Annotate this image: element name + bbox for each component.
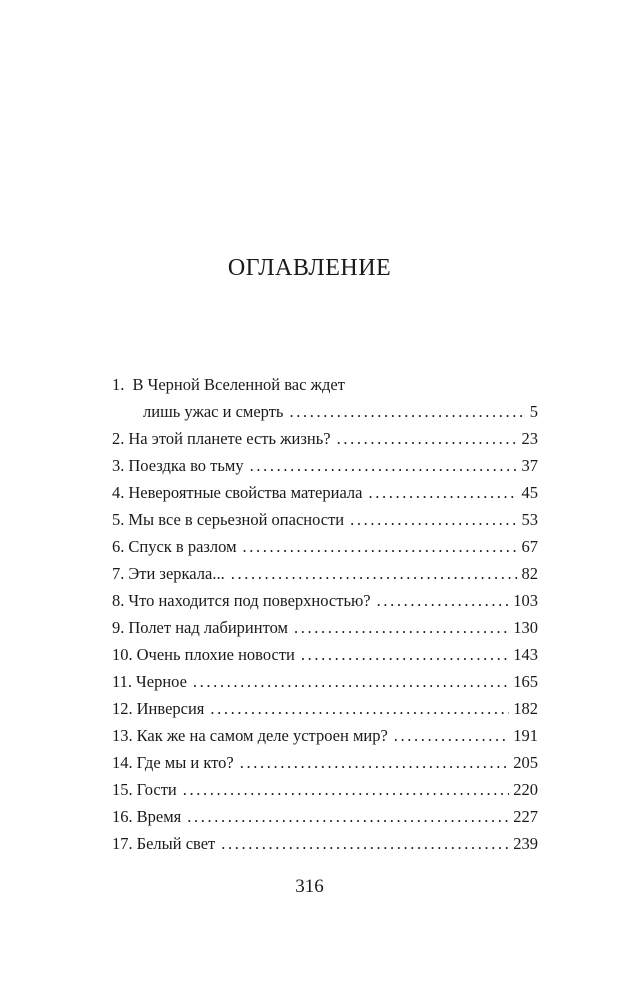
toc-entry-number: 10. <box>112 645 133 664</box>
toc-entry[interactable] <box>112 425 538 452</box>
toc-dot-leader <box>243 533 518 560</box>
toc-entry-title: В Черной Вселенной вас ждет <box>132 375 345 394</box>
toc-entry-page: 165 <box>513 672 538 691</box>
toc-dot-leader <box>231 560 518 587</box>
toc-dot-leader <box>210 695 509 722</box>
toc-entry-title: Время <box>136 807 182 826</box>
toc-dot-leader <box>221 830 509 857</box>
toc-entry-title: На этой планете есть жизнь? <box>128 429 331 448</box>
toc-entry-title: Поездка во тьму <box>128 456 244 475</box>
toc-dot-leader <box>394 722 509 749</box>
toc-entry-number: 11. <box>112 672 133 691</box>
toc-entry[interactable] <box>112 587 538 614</box>
toc-entry-number: 3. <box>112 456 125 475</box>
toc-entry-page: 130 <box>513 618 538 637</box>
toc-entry[interactable] <box>112 506 538 533</box>
toc-entry-page: 23 <box>521 429 538 448</box>
toc-entry-page: 37 <box>521 456 538 475</box>
toc-entry-page: 53 <box>521 510 538 529</box>
toc-entry-first-line <box>112 371 538 398</box>
toc-entry-title: Спуск в разлом <box>128 537 237 556</box>
toc-entry-title: Невероятные свойства материала <box>128 483 363 502</box>
toc-list <box>112 371 538 857</box>
toc-entry-title: Что находится под поверхностью? <box>128 591 371 610</box>
toc-entry[interactable] <box>112 749 538 776</box>
toc-entry-number: 17. <box>112 834 133 853</box>
toc-entry-title: Белый свет <box>136 834 216 853</box>
toc-entry-number: 7. <box>112 564 125 583</box>
toc-entry-page: 103 <box>513 591 538 610</box>
toc-entry-title: Полет над лабиринтом <box>128 618 288 637</box>
toc-entry-number: 16. <box>112 807 133 826</box>
toc-entry[interactable] <box>112 479 538 506</box>
toc-entry-page: 220 <box>513 780 538 799</box>
toc-entry-title: Как же на самом деле устроен мир? <box>136 726 388 745</box>
toc-entry-title: Где мы и кто? <box>136 753 234 772</box>
toc-entry-page: 67 <box>521 537 538 556</box>
toc-dot-leader <box>240 749 510 776</box>
toc-dot-leader <box>193 668 509 695</box>
toc-entry-number: 2. <box>112 429 125 448</box>
toc-entry-page: 82 <box>521 564 538 583</box>
toc-entry-page: 5 <box>529 402 538 421</box>
toc-dot-leader <box>350 506 517 533</box>
toc-entry[interactable] <box>112 533 538 560</box>
toc-dot-leader <box>294 614 509 641</box>
toc-dot-leader <box>369 479 518 506</box>
toc-entry-page: 45 <box>521 483 538 502</box>
page-number: 316 <box>295 876 324 897</box>
toc-entry-page: 239 <box>513 834 538 853</box>
toc-entry-page: 227 <box>513 807 538 826</box>
toc-entry-title: Черное <box>136 672 187 691</box>
toc-entry-number: 1. <box>112 375 125 394</box>
toc-entry[interactable] <box>112 830 538 857</box>
toc-entry-number: 6. <box>112 537 125 556</box>
toc-entry-title: Мы все в серьезной опасности <box>128 510 345 529</box>
toc-entry-number: 5. <box>112 510 125 529</box>
toc-entry[interactable] <box>112 668 538 695</box>
toc-entry-page: 191 <box>513 726 538 745</box>
toc-dot-leader <box>337 425 518 452</box>
toc-entry[interactable] <box>112 614 538 641</box>
toc-entry-number: 8. <box>112 591 125 610</box>
toc-entry[interactable] <box>112 722 538 749</box>
toc-entry[interactable] <box>112 803 538 830</box>
toc-dot-leader <box>377 587 510 614</box>
toc-entry-page: 205 <box>513 753 538 772</box>
toc-entry-number: 14. <box>112 753 133 772</box>
toc-entry-number: 9. <box>112 618 125 637</box>
toc-entry[interactable] <box>112 776 538 803</box>
toc-entry-second-line <box>112 398 538 425</box>
toc-entry[interactable] <box>112 695 538 722</box>
toc-entry[interactable] <box>112 560 538 587</box>
toc-dot-leader <box>183 776 510 803</box>
toc-dot-leader <box>187 803 509 830</box>
toc-entry-title-continued: лишь ужас и смерть <box>143 402 284 421</box>
toc-entry-number: 15. <box>112 780 133 799</box>
toc-entry-number: 4. <box>112 483 125 502</box>
toc-heading: ОГЛАВЛЕНИЕ <box>227 255 392 281</box>
toc-entry-number: 12. <box>112 699 133 718</box>
toc-dot-leader <box>289 398 525 425</box>
toc-entry-page: 182 <box>513 699 538 718</box>
toc-entry-title: Гости <box>136 780 177 799</box>
toc-entry-page: 143 <box>513 645 538 664</box>
toc-entry-title: Инверсия <box>136 699 205 718</box>
toc-entry[interactable] <box>112 452 538 479</box>
toc-entry[interactable] <box>112 641 538 668</box>
toc-entry-title: Очень плохие новости <box>136 645 295 664</box>
toc-dot-leader <box>301 641 509 668</box>
toc-dot-leader <box>250 452 518 479</box>
toc-entry-number: 13. <box>112 726 133 745</box>
toc-entry-title: Эти зеркала... <box>128 564 225 583</box>
toc-entry[interactable] <box>112 371 538 425</box>
